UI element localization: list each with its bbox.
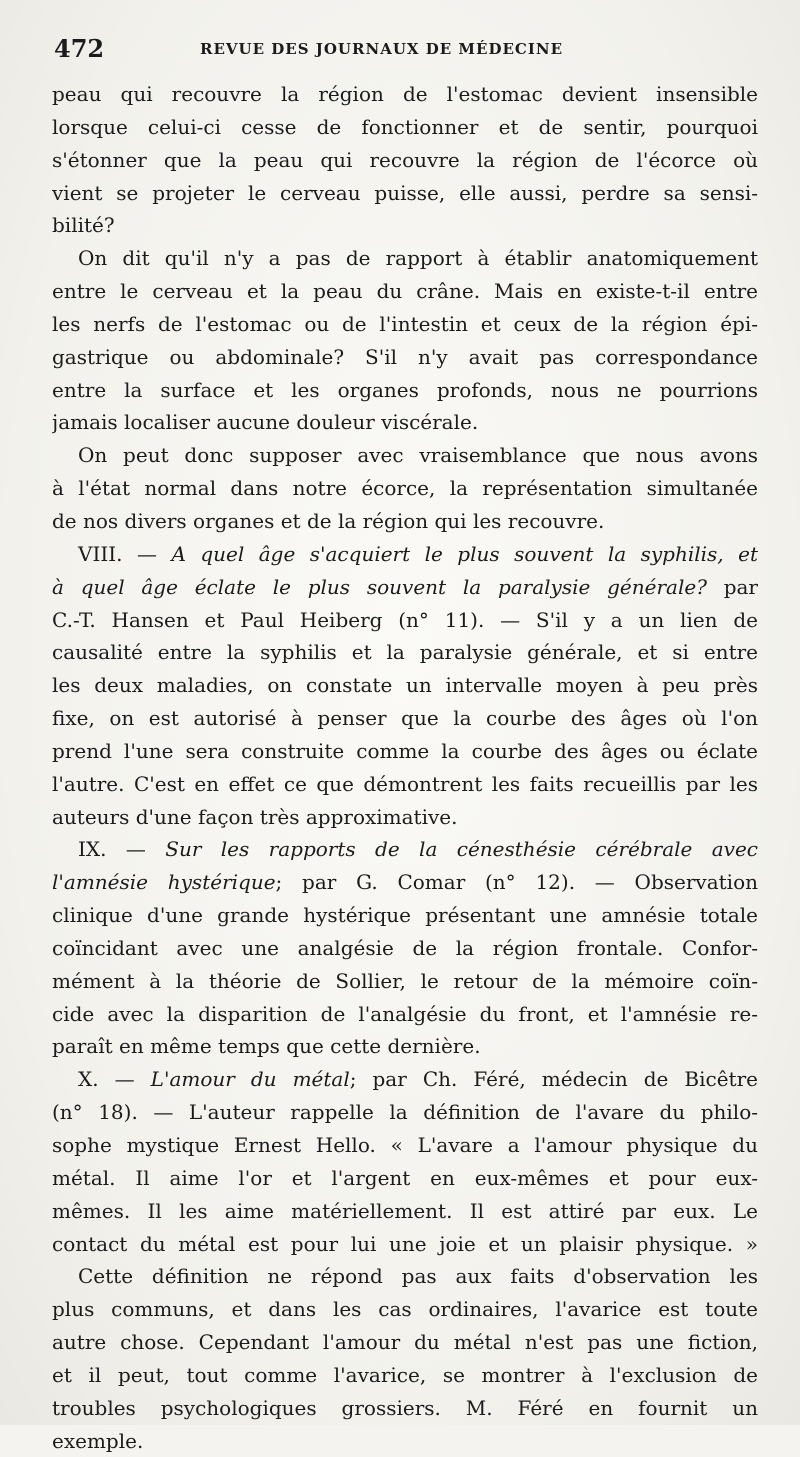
text-line [52, 1129, 758, 1162]
italic-text-segment: A quel âge s'acquiert le plus souvent la syphilis, et [171, 541, 758, 566]
text-line [52, 604, 758, 637]
text-segment: s'étonner que la peau qui recouvre la région de l'écorce où [52, 147, 758, 172]
text-segment: mêmes. Il les aime matériellement. Il est attiré par eux. Le [52, 1198, 758, 1223]
text-segment: lorsque celui-ci cesse de fonctionner et de sentir, pourquoi [52, 114, 758, 139]
text-segment: bilité? [52, 213, 115, 238]
text-segment: à l'état normal dans notre écorce, la représentation simultanée [52, 476, 758, 501]
text-line [52, 1030, 758, 1063]
text-segment: et il peut, tout comme l'avarice, se montrer à l'exclusion de [52, 1362, 758, 1387]
running-title: REVUE DES JOURNAUX DE MÉDECINE [200, 40, 564, 58]
text-line [52, 866, 758, 899]
text-segment: X. — [78, 1067, 151, 1092]
text-line [52, 505, 758, 538]
text-line [52, 1228, 758, 1261]
body-text [52, 78, 758, 1457]
text-line [52, 965, 758, 998]
text-line [52, 1260, 758, 1293]
text-line [52, 374, 758, 407]
text-line [52, 1293, 758, 1326]
text-line [52, 702, 758, 735]
text-line [52, 899, 758, 932]
text-segment: entre le cerveau et la peau du crâne. Mais en existe-t-il entre [52, 279, 758, 304]
text-segment: par [706, 574, 758, 599]
text-line [52, 1162, 758, 1195]
text-line [52, 177, 758, 210]
text-line [52, 1096, 758, 1129]
text-line [52, 768, 758, 801]
text-line [52, 1392, 758, 1425]
text-line [52, 341, 758, 374]
text-segment: gastrique ou abdominale? S'il n'y avait pas correspondance [52, 344, 758, 369]
text-line [52, 538, 758, 571]
text-segment: causalité entre la syphilis et la paralysie générale, et si entre [52, 640, 758, 665]
text-segment: (n° 18). — L'auteur rappelle la définition de l'avare du philo- [52, 1100, 758, 1125]
text-segment: l'autre. C'est en effet ce que démontrent les faits recueillis par les [52, 771, 758, 796]
text-line [52, 1195, 758, 1228]
text-segment: contact du métal est pour lui une joie et un plaisir physique. » [52, 1231, 758, 1256]
text-line [52, 78, 758, 111]
text-line [52, 144, 758, 177]
italic-text-segment: l'amnésie hystérique [52, 870, 276, 895]
text-line [52, 1063, 758, 1096]
text-segment: On dit qu'il n'y a pas de rapport à établir anatomiquement [78, 246, 758, 271]
italic-text-segment: Sur les rapports de la cénesthésie cérébrale avec [165, 837, 758, 862]
text-segment: ; par G. Comar (n° 12). — Observation [275, 870, 758, 895]
text-line [52, 1359, 758, 1392]
text-line [52, 636, 758, 669]
text-line [52, 275, 758, 308]
text-segment: auteurs d'une façon très approximative. [52, 804, 458, 829]
text-segment: de nos divers organes et de la région qui les recouvre. [52, 508, 605, 533]
page-header [54, 34, 754, 62]
text-segment: paraît en même temps que cette dernière. [52, 1034, 481, 1059]
italic-text-segment: à quel âge éclate le plus souvent la paralysie générale? [52, 574, 707, 599]
text-segment: peau qui recouvre la région de l'estomac devient insensible [52, 82, 758, 106]
text-line [52, 833, 758, 866]
text-segment: autre chose. Cependant l'amour du métal n'est pas une fiction, [52, 1330, 758, 1355]
text-line [52, 1425, 758, 1457]
italic-text-segment: L'amour du métal [150, 1067, 350, 1092]
text-segment: entre la surface et les organes profonds, nous ne pourrions [52, 377, 758, 402]
text-segment: exemple. [52, 1428, 144, 1453]
text-line [52, 571, 758, 604]
text-segment: IX. — [78, 837, 166, 862]
text-segment: plus communs, et dans les cas ordinaires, l'avarice est toute [52, 1297, 758, 1322]
text-segment: clinique d'une grande hystérique présentant une amnésie totale [52, 903, 758, 928]
text-line [52, 242, 758, 275]
page-number: 472 [54, 34, 105, 63]
text-segment: coïncidant avec une analgésie de la région frontale. Confor- [52, 935, 758, 960]
text-segment: VIII. — [78, 541, 172, 566]
text-segment: fixe, on est autorisé à penser que la courbe des âges où l'on [52, 706, 758, 731]
text-line [52, 735, 758, 768]
text-line [52, 439, 758, 472]
text-segment: troubles psychologiques grossiers. M. Féré en fournit un [52, 1395, 758, 1420]
text-line [52, 406, 758, 439]
text-line [52, 932, 758, 965]
text-segment: les nerfs de l'estomac ou de l'intestin et ceux de la région épi- [52, 311, 758, 336]
text-segment: métal. Il aime l'or et l'argent en eux-mêmes et pour eux- [52, 1165, 758, 1190]
text-line [52, 209, 758, 242]
text-line [52, 669, 758, 702]
text-line [52, 1326, 758, 1359]
text-line [52, 801, 758, 834]
text-segment: On peut donc supposer avec vraisemblance que nous avons [78, 443, 758, 468]
text-segment: les deux maladies, on constate un intervalle moyen à peu près [52, 673, 758, 698]
text-line [52, 111, 758, 144]
text-segment: sophe mystique Ernest Hello. « L'avare a l'amour physique du [52, 1133, 758, 1157]
text-segment: ; par Ch. Féré, médecin de Bicêtre [349, 1067, 758, 1092]
text-line [52, 472, 758, 505]
text-segment: vient se projeter le cerveau puisse, elle aussi, perdre sa sensi- [52, 180, 758, 205]
text-segment: cide avec la disparition de l'analgésie du front, et l'amnésie re- [52, 1001, 758, 1026]
text-line [52, 998, 758, 1031]
text-segment: C.-T. Hansen et Paul Heiberg (n° 11). — S'il y a un lien de [52, 607, 758, 632]
text-segment: jamais localiser aucune douleur viscérale. [52, 410, 479, 435]
text-segment: mément à la théorie de Sollier, le retour de la mémoire coïn- [52, 968, 758, 993]
text-segment: Cette définition ne répond pas aux faits d'observation les [78, 1264, 758, 1289]
text-segment: prend l'une sera construite comme la courbe des âges ou éclate [52, 738, 758, 763]
text-line [52, 308, 758, 341]
